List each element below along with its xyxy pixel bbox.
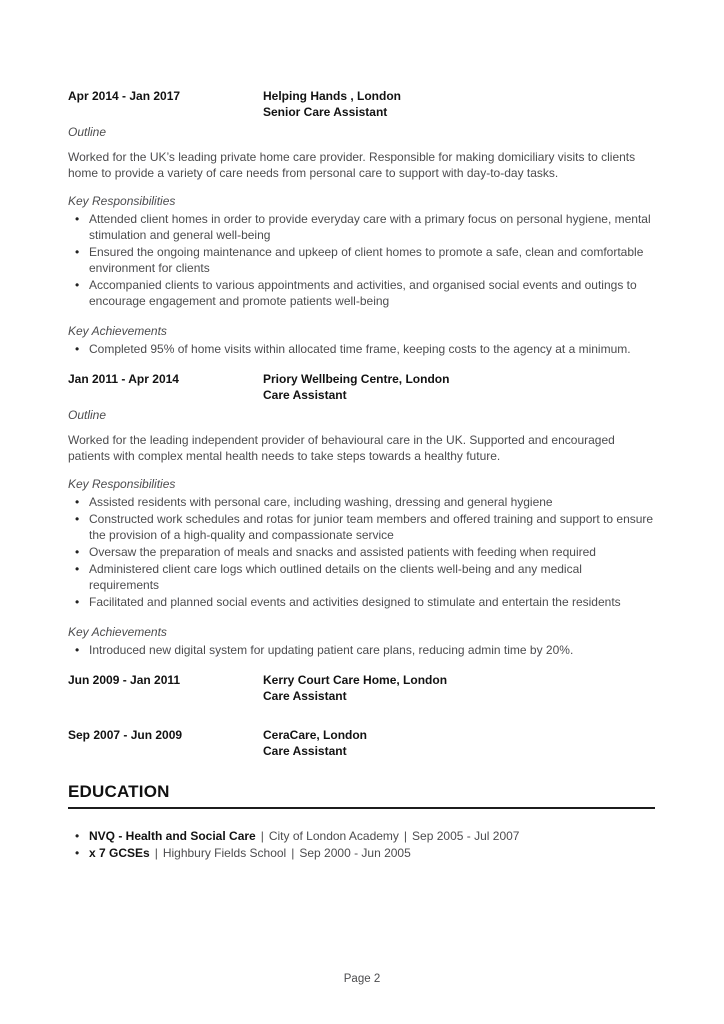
job-heading <box>68 672 655 704</box>
list-item: • Introduced new digital system for updating patient care plans, reducing admin time by 20%. <box>89 642 655 658</box>
responsibilities-label: Key Responsibilities <box>68 194 176 208</box>
list-item: • Ensured the ongoing maintenance and upkeep of client homes to promote a safe, clean and comfortable environment for clients <box>89 244 655 276</box>
education-qualification: x 7 GCSEs <box>89 846 150 860</box>
job-company: CeraCare, London <box>263 728 368 742</box>
education-item <box>89 828 655 844</box>
job-dates: Sep 2007 - Jun 2009 <box>68 728 183 742</box>
education-heading: EDUCATION <box>68 782 655 809</box>
job-outline-text: Worked for the leading independent provider of behavioural care in the UK. Supported and encouraged patients with complex mental health needs to take steps towards a healthy future. <box>68 433 615 463</box>
responsibilities-list <box>68 211 655 309</box>
job-org <box>263 371 449 403</box>
job-entry-1 <box>68 88 655 357</box>
list-item: • Constructed work schedules and rotas for junior team members and offered training and support to ensure the provision of a high-quality and compassionate service <box>89 511 655 543</box>
education-institution: Highbury Fields School <box>162 846 287 860</box>
job-title: Care Assistant <box>263 689 347 703</box>
job-heading <box>68 371 655 403</box>
separator: | <box>291 846 295 860</box>
achievements-label: Key Achievements <box>68 324 167 338</box>
job-entry-3 <box>68 672 655 704</box>
job-dates: Jan 2011 - Apr 2014 <box>68 372 179 386</box>
job-entry-2 <box>68 371 655 658</box>
job-title: Care Assistant <box>263 388 347 402</box>
job-company: Kerry Court Care Home, London <box>263 673 448 687</box>
education-dates: Sep 2005 - Jul 2007 <box>412 829 520 843</box>
list-item: • Oversaw the preparation of meals and snacks and assisted patients with feeding when required <box>89 544 655 560</box>
job-org <box>263 727 367 759</box>
list-item: • Administered client care logs which outlined details on the clients well-being and any medical requirements <box>89 561 655 593</box>
education-item <box>89 845 655 861</box>
list-item: • Completed 95% of home visits within allocated time frame, keeping costs to the agency at a minimum. <box>89 341 655 357</box>
job-outline-text: Worked for the UK’s leading private home care provider. Responsible for making domiciliary visits to clients home to provide a variety of care needs from personal care to support with day-to-day tasks. <box>68 150 636 180</box>
outline-label: Outline <box>68 125 107 139</box>
job-company: Priory Wellbeing Centre, London <box>263 372 450 386</box>
education-list <box>68 828 655 861</box>
job-heading <box>68 727 655 759</box>
list-item: • Assisted residents with personal care, including washing, dressing and general hygiene <box>89 494 655 510</box>
list-item: • Attended client homes in order to provide everyday care with a primary focus on personal hygiene, mental stimulation and general well-being <box>89 211 655 243</box>
page-footer: Page 2 <box>343 973 381 985</box>
job-dates: Apr 2014 - Jan 2017 <box>68 89 181 103</box>
separator: | <box>154 846 158 860</box>
responsibilities-list <box>68 494 655 610</box>
job-heading <box>68 88 655 120</box>
achievements-list <box>68 642 655 658</box>
achievements-list <box>68 341 655 357</box>
separator: | <box>403 829 408 843</box>
job-title: Care Assistant <box>263 744 347 758</box>
separator: | <box>260 829 264 843</box>
outline-label: Outline <box>68 408 107 422</box>
education-institution: City of London Academy <box>268 829 399 843</box>
list-item: • Facilitated and planned social events and activities designed to stimulate and entertain the residents <box>89 594 655 610</box>
job-entry-4 <box>68 727 655 759</box>
education-dates: Sep 2000 - Jun 2005 <box>299 846 411 860</box>
responsibilities-label: Key Responsibilities <box>68 477 176 491</box>
education-qualification: NVQ - Health and Social Care <box>89 829 256 843</box>
education-section <box>68 782 655 861</box>
job-dates: Jun 2009 - Jan 2011 <box>68 673 181 687</box>
job-org <box>263 88 401 120</box>
job-title: Senior Care Assistant <box>263 105 388 119</box>
job-org <box>263 672 447 704</box>
job-company: Helping Hands , London <box>263 89 401 103</box>
achievements-label: Key Achievements <box>68 625 167 639</box>
list-item: • Accompanied clients to various appointments and activities, and organised social events and outings to encourage engagement and promote patients well-being <box>89 277 655 309</box>
